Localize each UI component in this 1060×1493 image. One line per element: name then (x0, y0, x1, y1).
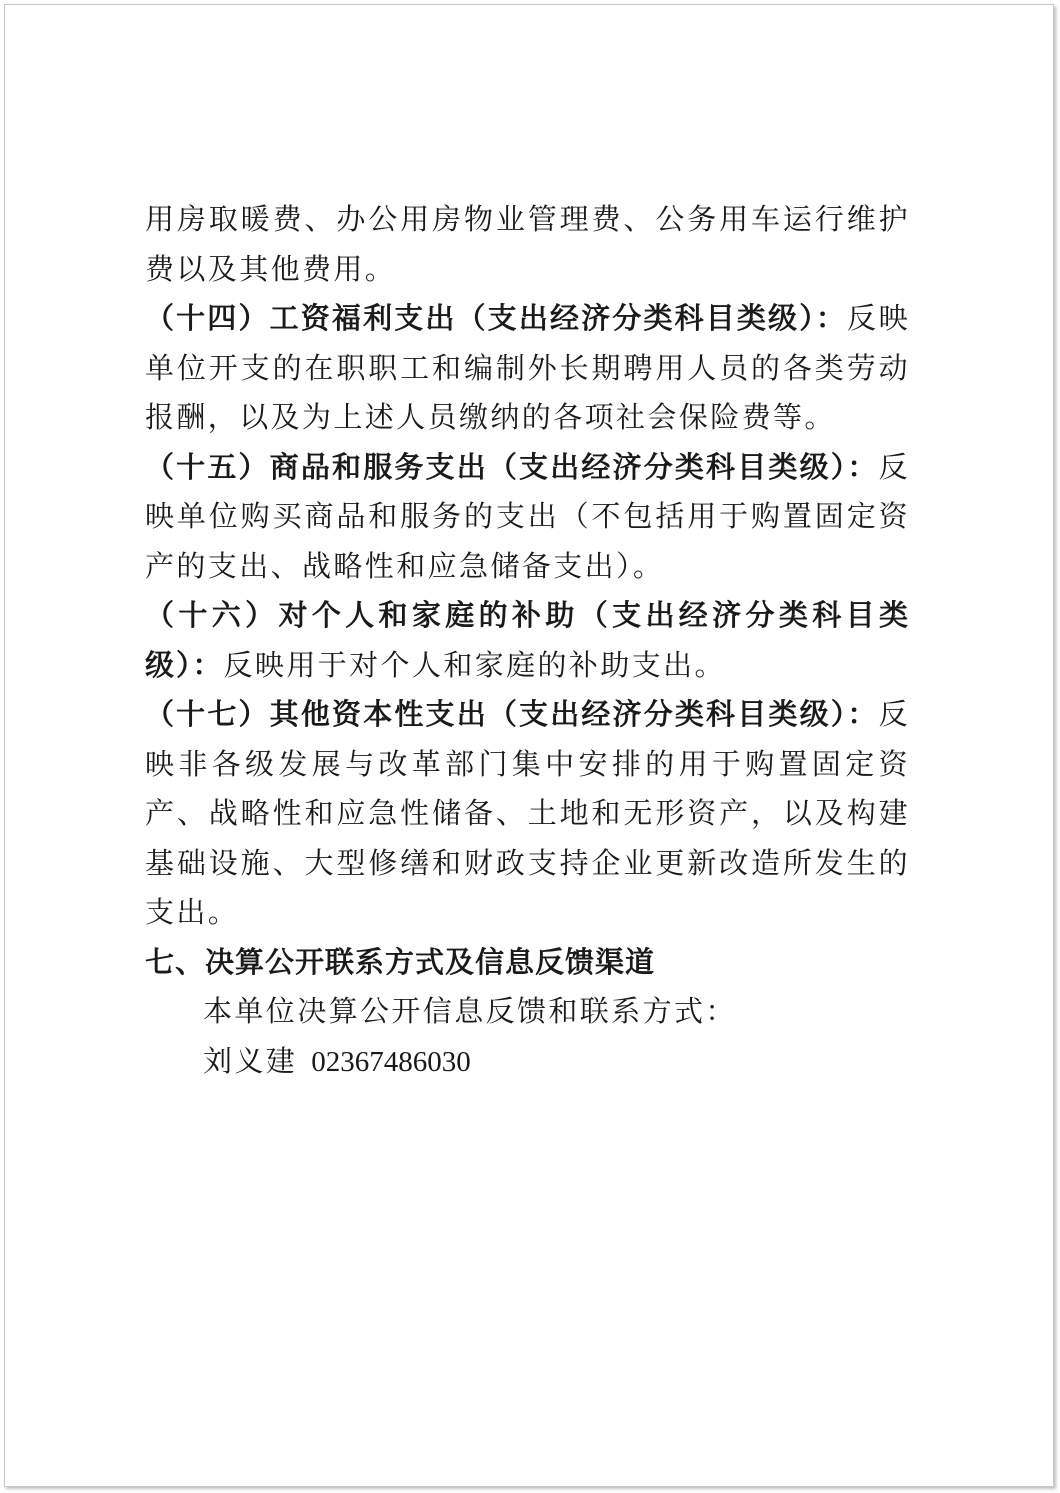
item-16-heading: （十六）对个人和家庭的补助（支出经济分类科目类级）： (145, 598, 910, 682)
contact-intro: 本单位决算公开信息反馈和联系方式： (203, 994, 737, 1028)
document-body (145, 195, 910, 1087)
continuation-paragraph: 用房取暖费、办公用房物业管理费、公务用车运行维护费以及其他费用。 (145, 202, 910, 286)
item-17-body: 反映非各级发展与改革部门集中安排的用于购置固定资产、战略性和应急性储备、土地和无形资产，以及构建基础设施、大型修缮和财政支持企业更新改造所发生的支出。 (145, 697, 910, 929)
contact-name: 刘义建 (203, 1043, 298, 1078)
item-15-body: 反映单位购买商品和服务的支出（不包括用于购置固定资产的支出、战略性和应急储备支出）。 (145, 449, 910, 583)
contact-phone: 02367486030 (311, 1045, 471, 1078)
item-16-paragraph (145, 591, 910, 690)
contact-line (145, 1037, 910, 1088)
item-15-paragraph (145, 443, 910, 592)
item-15-heading: （十五）商品和服务支出（支出经济分类科目类级）： (145, 449, 879, 484)
item-17-heading: （十七）其他资本性支出（支出经济分类科目类级）： (145, 697, 879, 731)
item-14-body: 反映单位开支的在职职工和编制外长期聘用人员的各类劳动报酬，以及为上述人员缴纳的各项社会保险费等。 (145, 301, 910, 434)
section-seven-title: 七、决算公开联系方式及信息反馈渠道 (145, 944, 656, 979)
item-17-paragraph (145, 690, 910, 938)
item-16-body: 反映用于对个人和家庭的补助支出。 (223, 647, 726, 682)
item-14-heading: （十四）工资福利支出（支出经济分类科目类级）： (145, 301, 848, 335)
item-14-paragraph (145, 294, 910, 443)
document-page (4, 4, 1054, 1487)
